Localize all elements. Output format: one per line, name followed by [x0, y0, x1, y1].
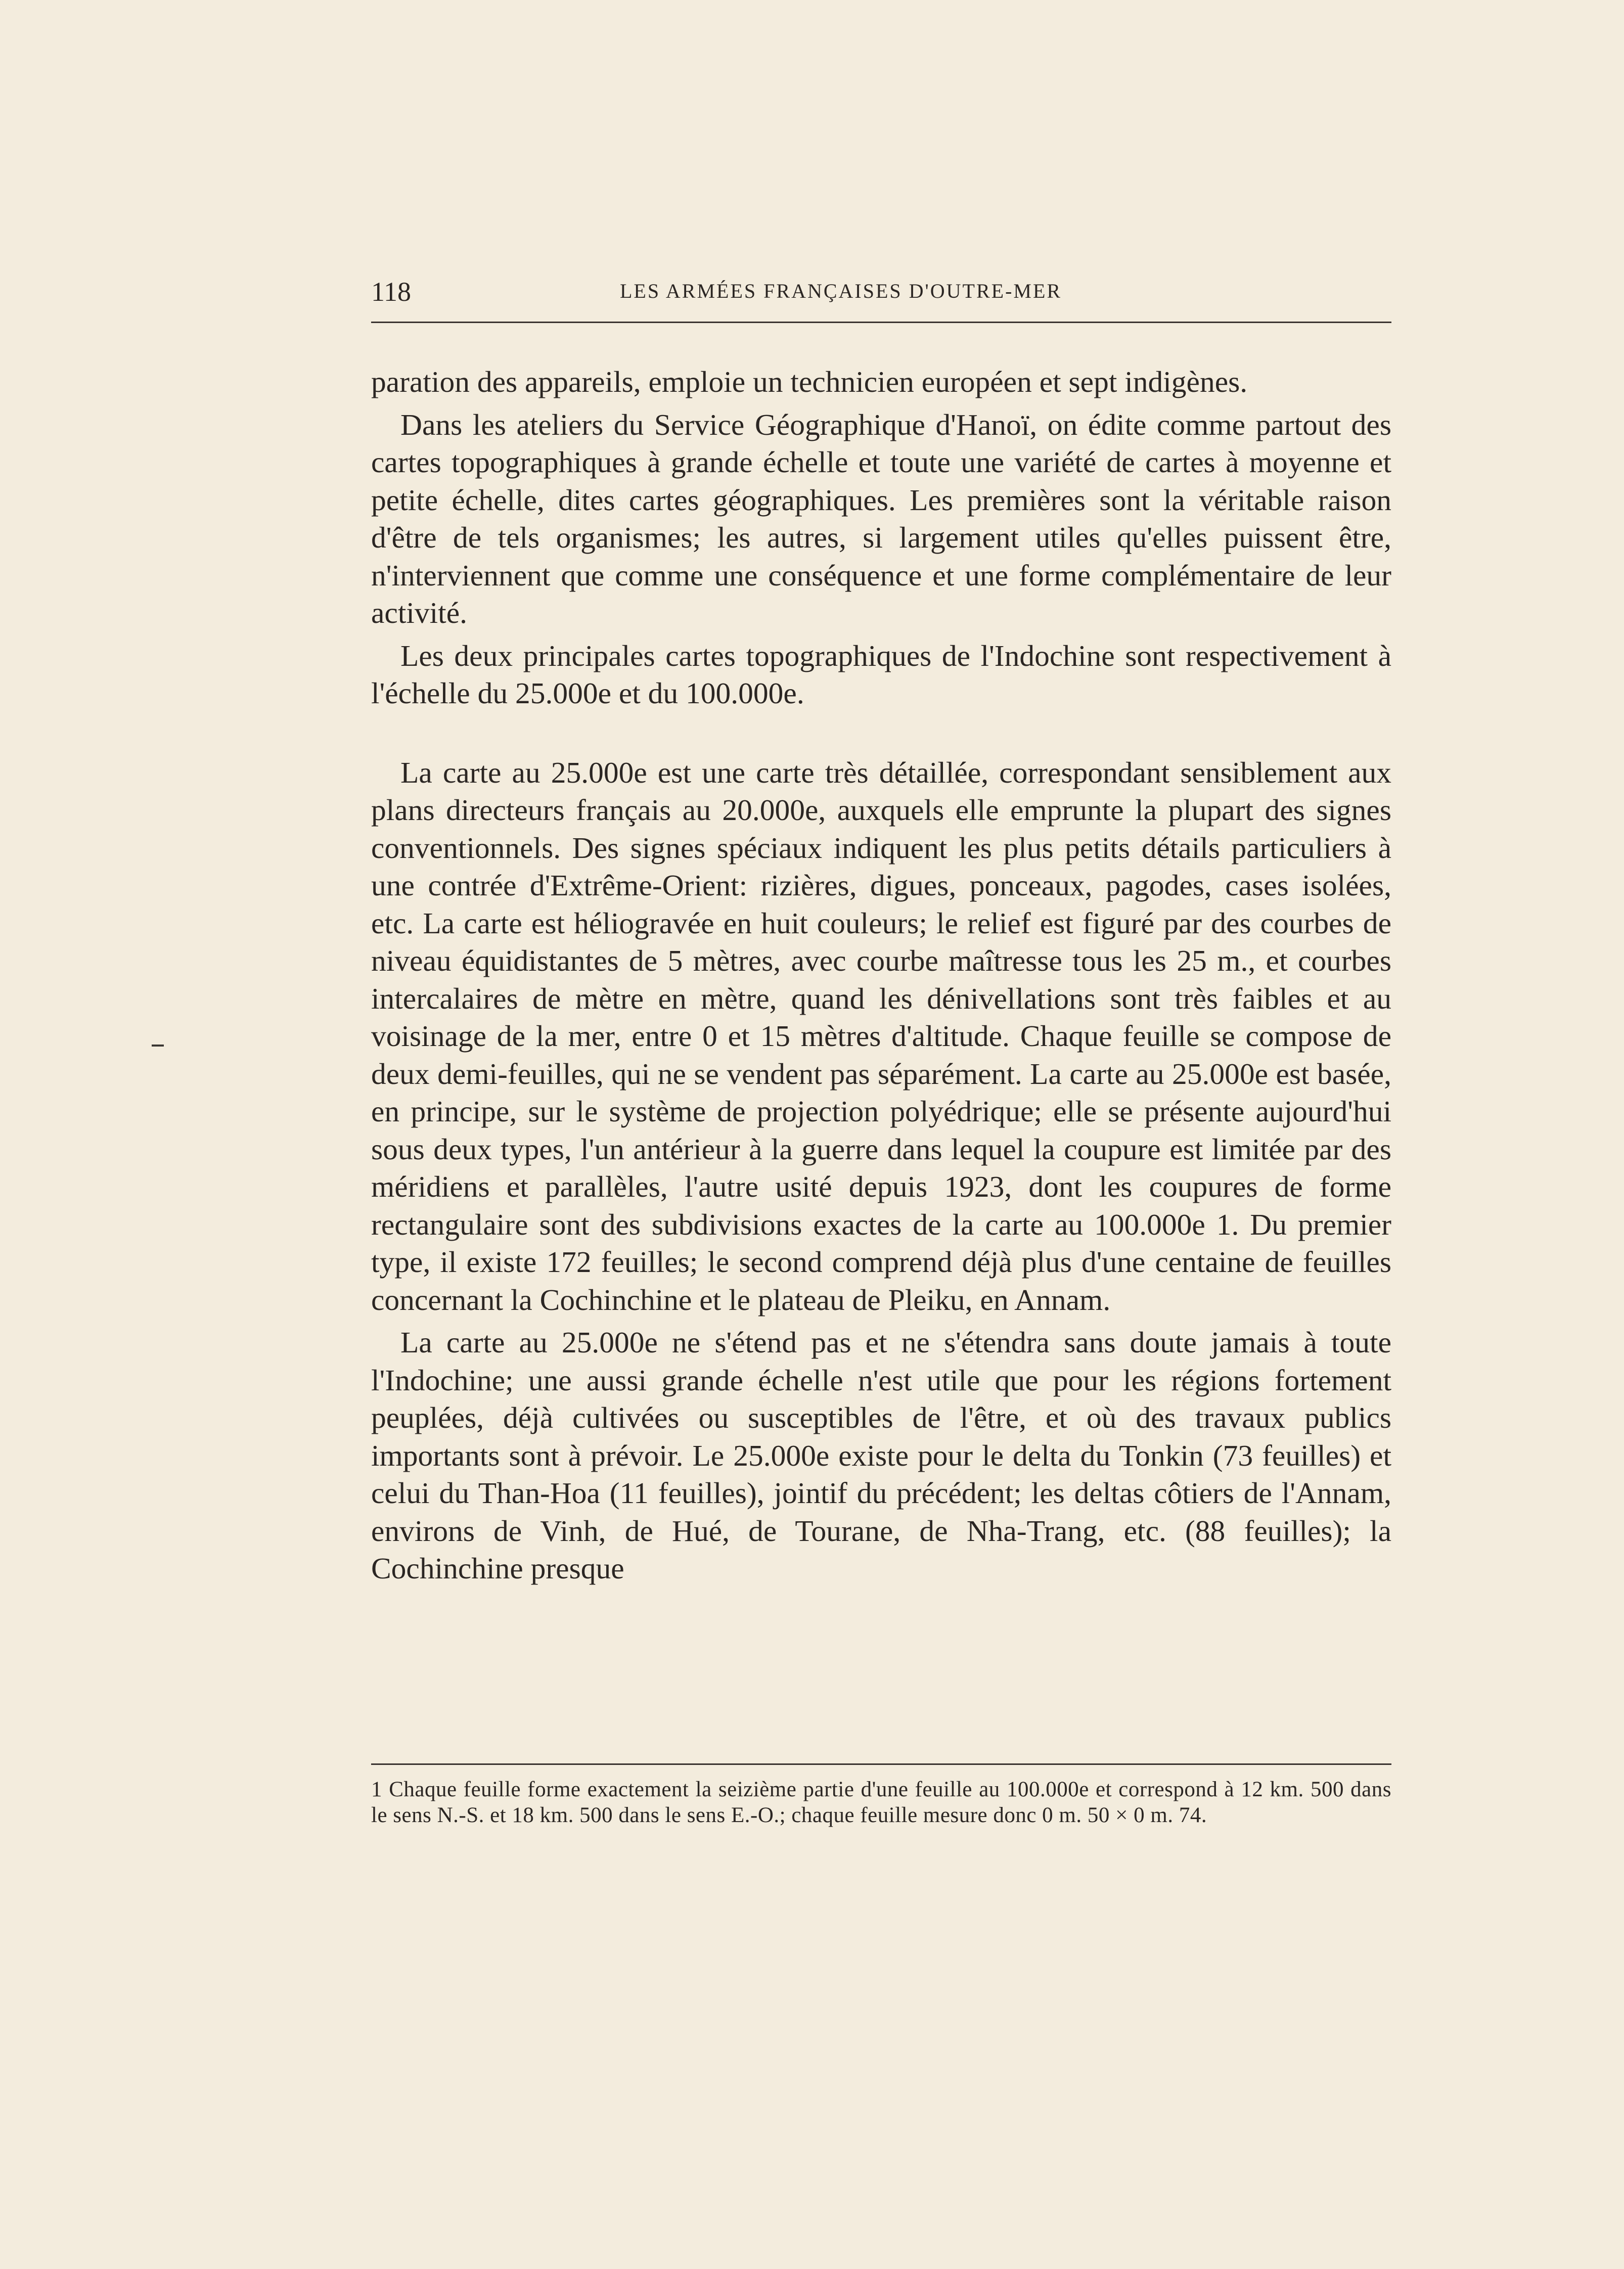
paragraph-continuation: paration des appareils, emploie un technicien européen et sept indigènes.	[371, 365, 1248, 398]
paragraph-ateliers: Dans les ateliers du Service Géographique d'Hanoï, on édite comme partout des cartes topographiques à grande échelle et toute une variété de cartes à moyenne et petite échelle, dites cartes géographiques. Les premières sont la véritable raison d'être de tels organismes; les autres, si largement utiles qu'elles puissent être, n'interviennent que comme une conséquence et une forme complémentaire de leur activité.	[371, 407, 1391, 629]
paragraph-extension: La carte au 25.000e ne s'étend pas et ne s'étendra sans doute jamais à toute l'Indochine; une aussi grande échelle n'est utile que pour les régions fortement peuplées, déjà cultivées ou susceptibles de l'être, et où des travaux publics importants sont à prévoir. Le 25.000e existe pour le delta du Tonkin (73 feuilles) et celui du Than-Hoa (11 feuilles), jointif du précédent; les deltas côtiers de l'Annam, environs de Vinh, de Hué, de Tourane, de Nha-Trang, etc. (88 feuilles); la Cochinchine presque	[371, 1326, 1391, 1585]
footnote: 1 Chaque feuille forme exactement la seizième partie d'une feuille au 100.000e et correspond à 12 km. 500 dans le sens N.-S. et 18 km. 500 dans le sens E.-O.; chaque feuille mesure donc 0 m. 50 × 0 m. 74.	[371, 1778, 1391, 1827]
running-title: LES ARMÉES FRANÇAISES D'OUTRE-MER	[620, 280, 1062, 302]
page-header	[371, 271, 1391, 311]
paragraph-principales-cartes: Les deux principales cartes topographiques de l'Indochine sont respectivement à l'échelle du 25.000e et du 100.000e.	[371, 639, 1391, 710]
paragraph-carte-25000: La carte au 25.000e est une carte très détaillée, correspondant sensiblement aux plans directeurs français au 20.000e, auxquels elle emprunte la plupart des signes conventionnels. Des signes spéciaux indiquent les plus petits détails particuliers à une contrée d'Extrême-Orient: rizières, digues, ponceaux, pagodes, cases isolées, etc. La carte est héliogravée en huit couleurs; le relief est figuré par des courbes de niveau équidistantes de 5 mètres, avec courbe maîtresse tous les 25 m., et courbes intercalaires de mètre en mètre, quand les dénivellations sont très faibles et au voisinage de la mer, entre 0 et 15 mètres d'altitude. Chaque feuille se compose de deux demi-feuilles, qui ne se vendent pas séparément. La carte au 25.000e est basée, en principe, sur le système de projection polyédrique; elle se présente aujourd'hui sous deux types, l'un antérieur à la guerre dans lequel la coupure est limitée par des méridiens et parallèles, l'autre usité depuis 1923, dont les coupures de forme rectangulaire sont des subdivisions exactes de la carte au 100.000e 1. Du premier type, il existe 172 feuilles; le second comprend déjà plus d'une centaine de feuilles concernant la Cochinchine et le plateau de Pleiku, en Annam.	[371, 755, 1391, 1317]
footnote-rule	[371, 1763, 1391, 1765]
margin-mark	[152, 1045, 164, 1047]
page-number: 118	[371, 277, 411, 307]
body-text	[371, 363, 1391, 1587]
header-rule	[371, 322, 1391, 323]
